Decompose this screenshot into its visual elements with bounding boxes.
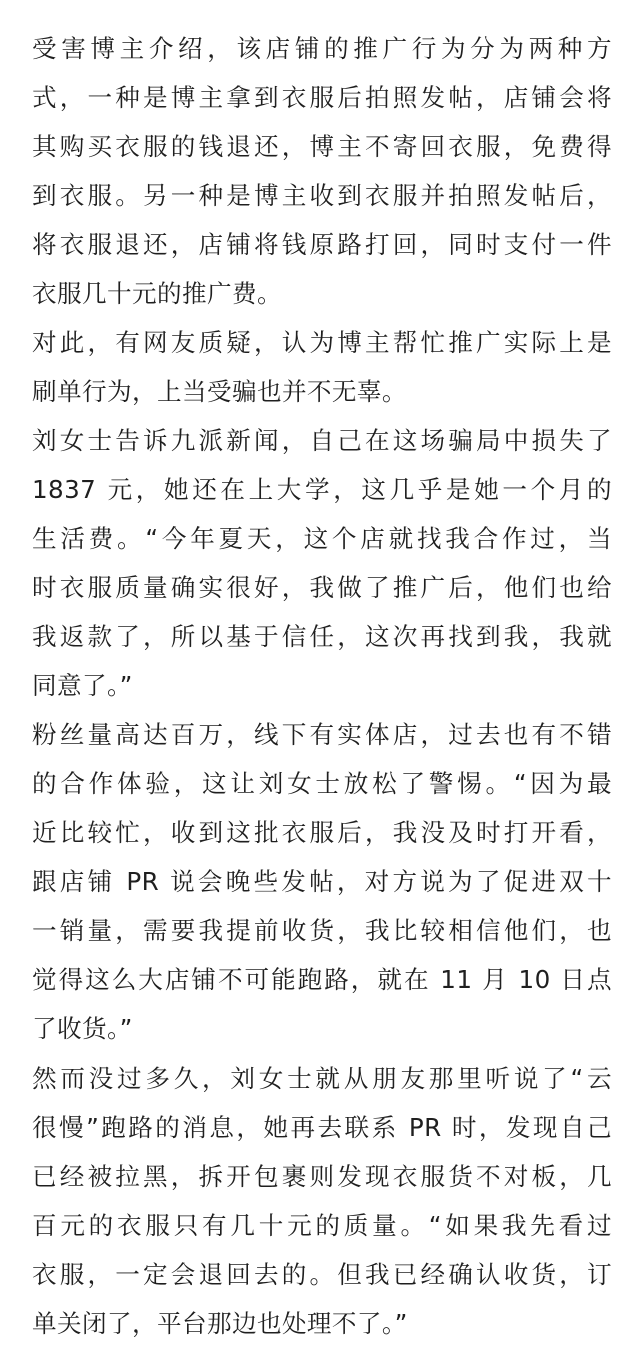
text-line: 受害博主介绍，该店铺的推广行为分为两种方 bbox=[32, 34, 612, 63]
paragraph-netizen-doubt bbox=[32, 318, 612, 416]
paragraph-trust-and-receipt bbox=[32, 710, 612, 1053]
text-line: 其购买衣服的钱退还，博主不寄回衣服，免费得 bbox=[32, 132, 612, 161]
paragraph-ms-liu-loss bbox=[32, 416, 612, 710]
text-line: 生活费。“今年夏天，这个店就找我合作过，当 bbox=[32, 524, 612, 553]
text-line: 已经被拉黑，拆开包裹则发现衣服货不对板，几 bbox=[32, 1162, 612, 1191]
text-line: 跟店铺 PR 说会晚些发帖，对方说为了促进双十 bbox=[32, 867, 612, 896]
text-line: 单关闭了，平台那边也处理不了。” bbox=[32, 1309, 408, 1338]
text-line: 时衣服质量确实很好，我做了推广后，他们也给 bbox=[32, 573, 612, 602]
text-line: 粉丝量高达百万，线下有实体店，过去也有不错 bbox=[32, 720, 612, 749]
paragraph-store-ran-away bbox=[32, 1054, 612, 1348]
text-line: 对此，有网友质疑，认为博主帮忙推广实际上是 bbox=[32, 328, 612, 357]
text-line: 将衣服退还，店铺将钱原路打回，同时支付一件 bbox=[32, 230, 612, 259]
text-line: 一销量，需要我提前收货，我比较相信他们，也 bbox=[32, 916, 612, 945]
text-line: 1837 元，她还在上大学，这几乎是她一个月的 bbox=[32, 475, 612, 504]
text-line: 近比较忙，收到这批衣服后，我没及时打开看， bbox=[32, 818, 612, 847]
text-line: 衣服几十元的推广费。 bbox=[32, 279, 282, 308]
text-line: 同意了。” bbox=[32, 671, 133, 700]
text-line: 的合作体验，这让刘女士放松了警惕。“因为最 bbox=[32, 769, 612, 798]
text-line: 刷单行为，上当受骗也并不无辜。 bbox=[32, 377, 407, 406]
text-line: 了收货。” bbox=[32, 1014, 133, 1043]
text-line: 然而没过多久，刘女士就从朋友那里听说了“云 bbox=[32, 1064, 612, 1093]
text-line: 刘女士告诉九派新闻，自己在这场骗局中损失了 bbox=[32, 426, 612, 455]
text-line: 百元的衣服只有几十元的质量。“如果我先看过 bbox=[32, 1211, 612, 1240]
text-line: 衣服，一定会退回去的。但我已经确认收货，订 bbox=[32, 1260, 612, 1289]
text-line: 很慢”跑路的消息，她再去联系 PR 时，发现自己 bbox=[32, 1113, 612, 1142]
text-line: 式，一种是博主拿到衣服后拍照发帖，店铺会将 bbox=[32, 83, 612, 112]
text-line: 我返款了，所以基于信任，这次再找到我，我就 bbox=[32, 622, 612, 651]
paragraph-promotion-methods bbox=[32, 24, 612, 318]
text-line: 到衣服。另一种是博主收到衣服并拍照发帖后， bbox=[32, 181, 612, 210]
text-line: 觉得这么大店铺不可能跑路，就在 11 月 10 日点 bbox=[32, 965, 612, 994]
